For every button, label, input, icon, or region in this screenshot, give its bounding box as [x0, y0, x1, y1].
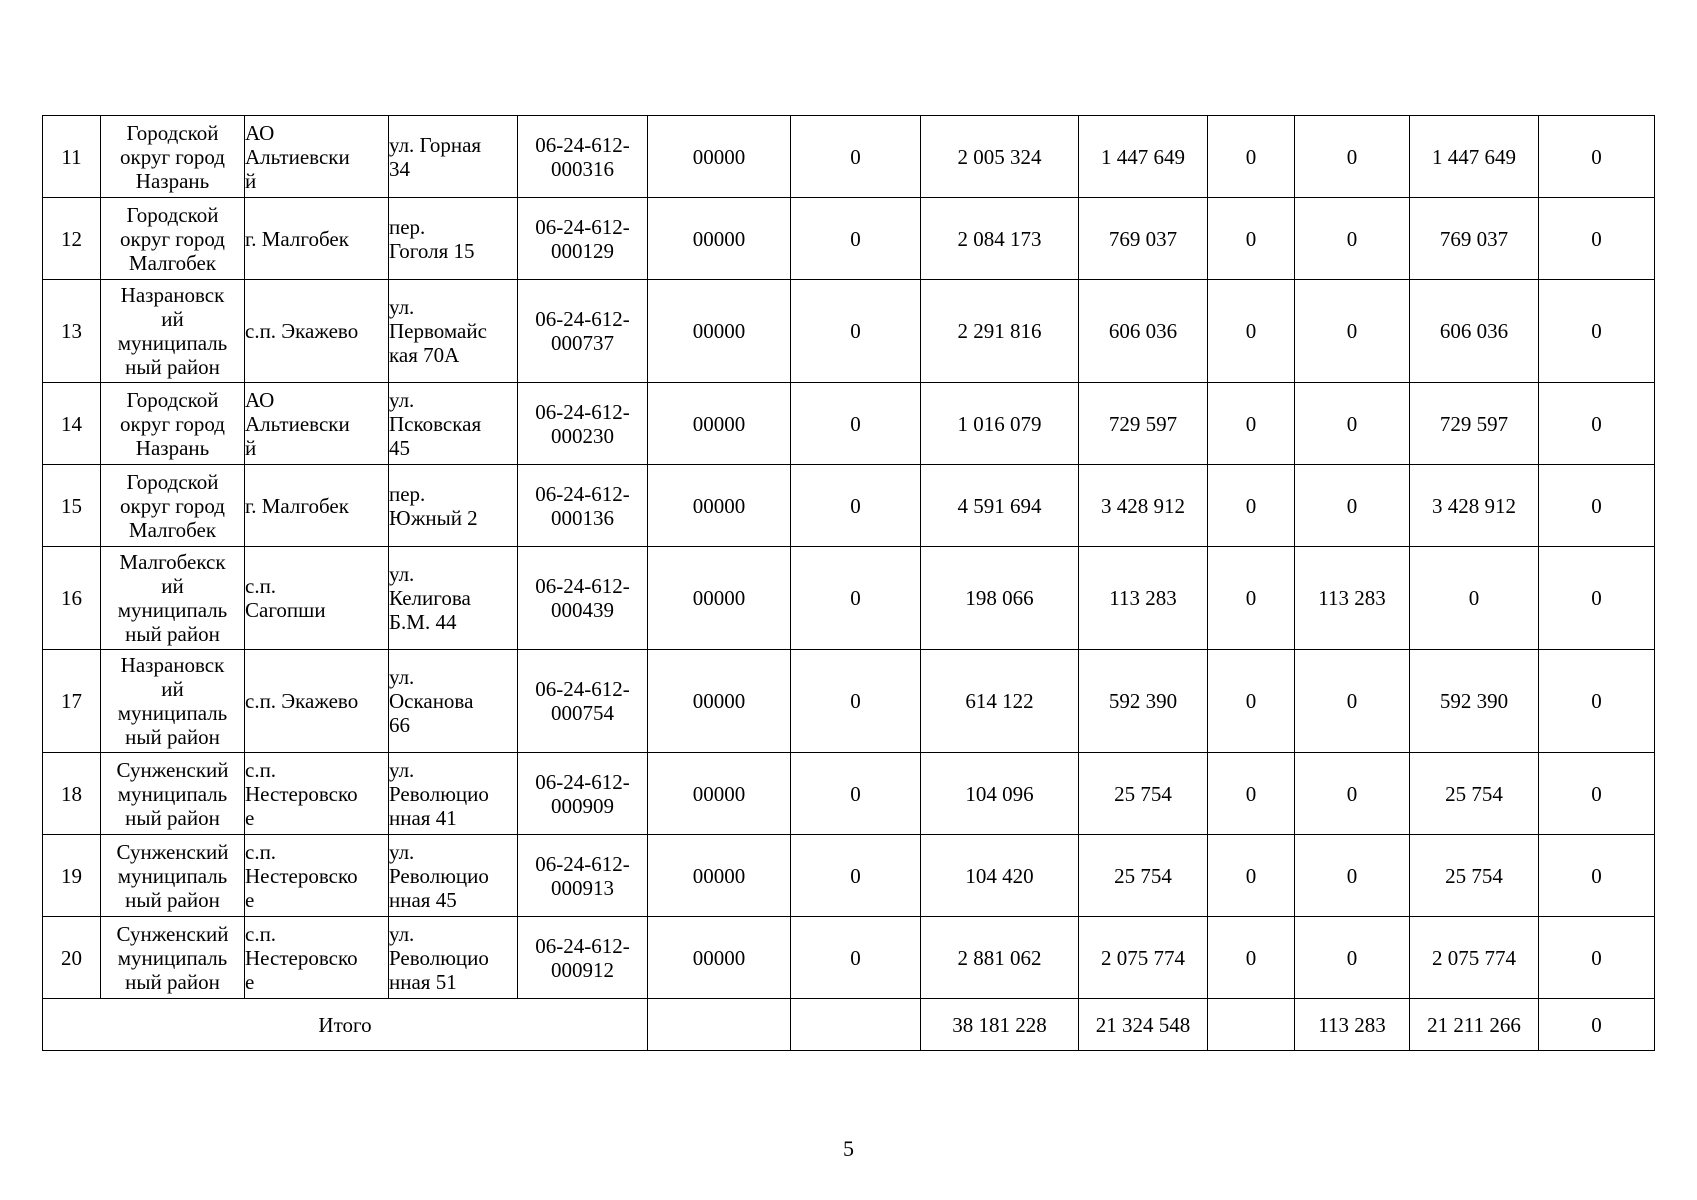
- settlement-name: АО Альтиевски й: [245, 387, 350, 460]
- value-col-8-cell: [921, 383, 1079, 465]
- value-col-12-cell: [1410, 383, 1539, 465]
- total-c8: 38 181 228: [952, 1012, 1047, 1037]
- value-col-11-cell: [1295, 465, 1410, 547]
- value-col-9-cell: [1079, 753, 1208, 835]
- value-col-9: 3 428 912: [1101, 493, 1185, 518]
- value-col-10-cell: [1208, 835, 1295, 917]
- object-code: 06-24-612- 000439: [535, 574, 630, 622]
- total-label: Итого: [318, 1012, 372, 1037]
- value-col-6-cell: [648, 280, 791, 383]
- table-row: [43, 465, 1655, 547]
- value-col-13: 0: [1591, 411, 1602, 436]
- value-col-10: 0: [1245, 319, 1257, 343]
- value-col-6: 00000: [692, 689, 746, 713]
- district-name: Назрановск ий муниципаль ный район: [117, 653, 228, 749]
- row-number: 16: [61, 586, 82, 610]
- value-col-12-cell: [1410, 753, 1539, 835]
- value-col-11-cell: [1295, 383, 1410, 465]
- object-code: 06-24-612- 000316: [535, 132, 630, 181]
- value-col-10-cell: [1208, 198, 1295, 280]
- value-col-7-cell: [791, 650, 921, 753]
- address-cell: [389, 835, 518, 917]
- value-col-10-cell: [1208, 116, 1295, 198]
- district-name: Назрановск ий муниципаль ный район: [117, 283, 228, 379]
- value-col-13-cell: [1539, 116, 1655, 198]
- address-cell: [389, 650, 518, 753]
- value-col-13: 0: [1591, 226, 1602, 251]
- value-col-12: 769 037: [1439, 226, 1509, 251]
- value-col-8-cell: [921, 116, 1079, 198]
- value-col-6-cell: [648, 198, 791, 280]
- data-table: [42, 115, 1655, 1051]
- row-number-cell: [43, 116, 101, 198]
- table-row: [43, 835, 1655, 917]
- row-number-cell: [43, 383, 101, 465]
- value-col-9-cell: [1079, 547, 1208, 650]
- value-col-13: 0: [1591, 689, 1602, 713]
- row-number-cell: [43, 465, 101, 547]
- value-col-9: 606 036: [1108, 319, 1178, 343]
- object-code: 06-24-612- 000136: [535, 481, 630, 530]
- value-col-8: 2 005 324: [957, 144, 1042, 169]
- value-col-12-cell: [1410, 835, 1539, 917]
- value-col-11-cell: [1295, 280, 1410, 383]
- value-col-9-cell: [1079, 917, 1208, 999]
- value-col-13-cell: [1539, 650, 1655, 753]
- value-col-8-cell: [921, 835, 1079, 917]
- object-code-cell: [518, 116, 648, 198]
- value-col-10-cell: [1208, 917, 1295, 999]
- value-col-11: 0: [1346, 226, 1358, 251]
- district-name-cell: [101, 753, 245, 835]
- value-col-6: 00000: [692, 144, 746, 169]
- object-code-cell: [518, 547, 648, 650]
- settlement-name: с.п. Экажево: [245, 319, 359, 343]
- address-cell: [389, 383, 518, 465]
- table-row: [43, 650, 1655, 753]
- value-col-9-cell: [1079, 280, 1208, 383]
- table-row: [43, 280, 1655, 383]
- value-col-10: 0: [1245, 863, 1257, 888]
- total-c13-cell: [1539, 999, 1655, 1051]
- value-col-7: 0: [850, 493, 861, 518]
- value-col-7: 0: [850, 945, 861, 970]
- row-number: 14: [61, 411, 82, 436]
- settlement-name-cell: [245, 753, 389, 835]
- address: ул. Осканова 66: [389, 665, 474, 737]
- value-col-11-cell: [1295, 198, 1410, 280]
- value-col-13: 0: [1591, 945, 1602, 970]
- value-col-10: 0: [1245, 493, 1257, 518]
- settlement-name: с.п. Нестеровско е: [245, 757, 358, 830]
- district-name: Городской округ город Назрань: [120, 120, 225, 193]
- total-c11-cell: [1295, 999, 1410, 1051]
- value-col-6-cell: [648, 753, 791, 835]
- value-col-13: 0: [1591, 863, 1602, 888]
- value-col-6-cell: [648, 650, 791, 753]
- value-col-8: 614 122: [965, 689, 1034, 713]
- value-col-9: 25 754: [1114, 781, 1172, 806]
- settlement-name: АО Альтиевски й: [245, 120, 350, 193]
- value-col-6-cell: [648, 465, 791, 547]
- value-col-8: 2 084 173: [957, 226, 1042, 251]
- value-col-6-cell: [648, 116, 791, 198]
- value-col-13-cell: [1539, 753, 1655, 835]
- value-col-10-cell: [1208, 465, 1295, 547]
- total-row: [43, 999, 1655, 1051]
- settlement-name-cell: [245, 383, 389, 465]
- value-col-10: 0: [1245, 144, 1257, 169]
- value-col-12-cell: [1410, 465, 1539, 547]
- value-col-9: 729 597: [1108, 411, 1178, 436]
- row-number-cell: [43, 547, 101, 650]
- value-col-13-cell: [1539, 547, 1655, 650]
- total-c6-cell: [648, 999, 791, 1051]
- total-c12-cell: [1410, 999, 1539, 1051]
- value-col-12: 606 036: [1439, 319, 1509, 343]
- total-c7-cell: [791, 999, 921, 1051]
- district-name: Сунженский муниципаль ный район: [116, 757, 229, 830]
- value-col-10: 0: [1245, 226, 1257, 251]
- value-col-12: 2 075 774: [1432, 945, 1516, 970]
- object-code-cell: [518, 917, 648, 999]
- value-col-6: 00000: [692, 863, 746, 888]
- row-number: 18: [61, 781, 82, 806]
- value-col-8-cell: [921, 280, 1079, 383]
- row-number-cell: [43, 198, 101, 280]
- object-code: 06-24-612- 000909: [535, 769, 630, 818]
- value-col-7-cell: [791, 198, 921, 280]
- value-col-11: 0: [1346, 411, 1358, 436]
- row-number: 19: [61, 863, 82, 888]
- address-cell: [389, 116, 518, 198]
- object-code: 06-24-612- 000737: [535, 307, 630, 355]
- value-col-13: 0: [1591, 781, 1602, 806]
- table-body: [43, 116, 1655, 1051]
- address-cell: [389, 917, 518, 999]
- value-col-12: 592 390: [1439, 689, 1509, 713]
- value-col-6-cell: [648, 917, 791, 999]
- value-col-13-cell: [1539, 198, 1655, 280]
- settlement-name-cell: [245, 547, 389, 650]
- value-col-8-cell: [921, 465, 1079, 547]
- total-c10-cell: [1208, 999, 1295, 1051]
- object-code: 06-24-612- 000129: [535, 214, 630, 263]
- table-row: [43, 383, 1655, 465]
- value-col-12: 729 597: [1439, 411, 1509, 436]
- address: ул. Революцио нная 41: [389, 757, 489, 830]
- value-col-9-cell: [1079, 465, 1208, 547]
- value-col-12-cell: [1410, 650, 1539, 753]
- address-cell: [389, 465, 518, 547]
- value-col-7-cell: [791, 917, 921, 999]
- row-number-cell: [43, 753, 101, 835]
- value-col-8: 1 016 079: [957, 411, 1042, 436]
- value-col-10-cell: [1208, 547, 1295, 650]
- object-code: 06-24-612- 000912: [535, 933, 630, 982]
- object-code-cell: [518, 835, 648, 917]
- row-number: 11: [61, 144, 82, 169]
- district-name-cell: [101, 280, 245, 383]
- value-col-12-cell: [1410, 280, 1539, 383]
- value-col-11-cell: [1295, 650, 1410, 753]
- district-name-cell: [101, 465, 245, 547]
- object-code-cell: [518, 465, 648, 547]
- value-col-8: 104 096: [965, 781, 1034, 806]
- district-name-cell: [101, 917, 245, 999]
- address-cell: [389, 753, 518, 835]
- value-col-9-cell: [1079, 198, 1208, 280]
- address: пер. Гоголя 15: [389, 214, 475, 263]
- object-code: 06-24-612- 000754: [535, 677, 630, 725]
- object-code-cell: [518, 280, 648, 383]
- address: ул. Горная 34: [389, 132, 482, 181]
- district-name-cell: [101, 835, 245, 917]
- value-col-12: 1 447 649: [1432, 144, 1516, 169]
- district-name-cell: [101, 547, 245, 650]
- value-col-8-cell: [921, 753, 1079, 835]
- value-col-6: 00000: [692, 226, 746, 251]
- address-cell: [389, 198, 518, 280]
- total-c9-cell: [1079, 999, 1208, 1051]
- value-col-11: 0: [1346, 493, 1358, 518]
- value-col-10: 0: [1245, 586, 1257, 610]
- value-col-12-cell: [1410, 917, 1539, 999]
- value-col-7: 0: [850, 689, 861, 713]
- value-col-9: 592 390: [1108, 689, 1178, 713]
- value-col-6: 00000: [692, 945, 746, 970]
- value-col-13-cell: [1539, 280, 1655, 383]
- row-number: 17: [61, 689, 82, 713]
- value-col-8: 2 291 816: [957, 319, 1042, 343]
- address-cell: [389, 280, 518, 383]
- value-col-8-cell: [921, 198, 1079, 280]
- value-col-9-cell: [1079, 116, 1208, 198]
- value-col-12: 3 428 912: [1432, 493, 1516, 518]
- value-col-12: 25 754: [1445, 863, 1503, 888]
- settlement-name-cell: [245, 198, 389, 280]
- value-col-9: 113 283: [1109, 586, 1177, 610]
- value-col-6-cell: [648, 835, 791, 917]
- value-col-7: 0: [850, 781, 861, 806]
- address: ул. Революцио нная 51: [389, 921, 489, 994]
- row-number: 20: [61, 945, 82, 970]
- value-col-11-cell: [1295, 917, 1410, 999]
- address: пер. Южный 2: [389, 481, 478, 530]
- page-number: 5: [843, 1136, 854, 1161]
- total-c8-cell: [921, 999, 1079, 1051]
- value-col-9-cell: [1079, 650, 1208, 753]
- value-col-13-cell: [1539, 465, 1655, 547]
- total-c11: 113 283: [1318, 1012, 1386, 1037]
- value-col-12-cell: [1410, 198, 1539, 280]
- settlement-name: с.п. Нестеровско е: [245, 839, 358, 912]
- district-name-cell: [101, 198, 245, 280]
- value-col-13-cell: [1539, 835, 1655, 917]
- value-col-11: 0: [1346, 945, 1358, 970]
- object-code: 06-24-612- 000913: [535, 851, 630, 900]
- address-cell: [389, 547, 518, 650]
- object-code-cell: [518, 383, 648, 465]
- value-col-8: 2 881 062: [957, 945, 1042, 970]
- district-name-cell: [101, 116, 245, 198]
- total-c13: 0: [1591, 1012, 1602, 1037]
- value-col-8: 4 591 694: [957, 493, 1042, 518]
- table-row: [43, 917, 1655, 999]
- district-name: Городской округ город Малгобек: [120, 202, 225, 275]
- value-col-11: 0: [1346, 863, 1358, 888]
- value-col-7: 0: [850, 319, 861, 343]
- row-number-cell: [43, 650, 101, 753]
- row-number-cell: [43, 280, 101, 383]
- district-name: Малгобекск ий муниципаль ный район: [117, 550, 228, 646]
- value-col-11-cell: [1295, 116, 1410, 198]
- value-col-13-cell: [1539, 917, 1655, 999]
- settlement-name: г. Малгобек: [245, 493, 349, 518]
- value-col-8-cell: [921, 547, 1079, 650]
- value-col-10-cell: [1208, 753, 1295, 835]
- value-col-10: 0: [1245, 689, 1257, 713]
- row-number-cell: [43, 917, 101, 999]
- value-col-7: 0: [850, 863, 861, 888]
- value-col-6: 00000: [692, 319, 746, 343]
- value-col-11: 0: [1346, 144, 1358, 169]
- table-row: [43, 198, 1655, 280]
- value-col-10: 0: [1245, 945, 1257, 970]
- value-col-11: 0: [1346, 689, 1358, 713]
- row-number: 15: [61, 493, 82, 518]
- row-number: 12: [61, 226, 82, 251]
- value-col-13: 0: [1591, 319, 1602, 343]
- value-col-7-cell: [791, 116, 921, 198]
- value-col-7-cell: [791, 547, 921, 650]
- value-col-6-cell: [648, 547, 791, 650]
- row-number: 13: [61, 319, 82, 343]
- table-row: [43, 753, 1655, 835]
- value-col-12-cell: [1410, 547, 1539, 650]
- value-col-6: 00000: [692, 411, 746, 436]
- value-col-9: 25 754: [1114, 863, 1172, 888]
- value-col-10-cell: [1208, 280, 1295, 383]
- value-col-11: 113 283: [1318, 586, 1386, 610]
- value-col-8-cell: [921, 917, 1079, 999]
- settlement-name-cell: [245, 465, 389, 547]
- value-col-8: 104 420: [965, 863, 1034, 888]
- value-col-10-cell: [1208, 383, 1295, 465]
- value-col-9-cell: [1079, 835, 1208, 917]
- address: ул. Революцио нная 45: [389, 839, 489, 912]
- value-col-7: 0: [850, 586, 861, 610]
- value-col-11: 0: [1346, 319, 1358, 343]
- value-col-11: 0: [1346, 781, 1358, 806]
- value-col-7: 0: [850, 411, 861, 436]
- value-col-10: 0: [1245, 411, 1257, 436]
- settlement-name-cell: [245, 650, 389, 753]
- district-name: Городской округ город Назрань: [120, 387, 225, 460]
- settlement-name-cell: [245, 917, 389, 999]
- value-col-7-cell: [791, 835, 921, 917]
- value-col-6: 00000: [692, 493, 746, 518]
- total-c9: 21 324 548: [1095, 1012, 1191, 1037]
- value-col-11-cell: [1295, 753, 1410, 835]
- value-col-11-cell: [1295, 835, 1410, 917]
- value-col-8: 198 066: [965, 586, 1034, 610]
- address: ул. Первомайс кая 70А: [389, 295, 487, 367]
- value-col-13: 0: [1591, 144, 1602, 169]
- settlement-name: с.п. Экажево: [245, 689, 359, 713]
- settlement-name-cell: [245, 280, 389, 383]
- object-code-cell: [518, 753, 648, 835]
- value-col-7-cell: [791, 465, 921, 547]
- district-name: Сунженский муниципаль ный район: [116, 839, 229, 912]
- district-name-cell: [101, 383, 245, 465]
- address: ул. Келигова Б.М. 44: [389, 562, 471, 634]
- total-c12: 21 211 266: [1427, 1012, 1521, 1037]
- value-col-10: 0: [1245, 781, 1257, 806]
- value-col-9: 1 447 649: [1101, 144, 1185, 169]
- value-col-9-cell: [1079, 383, 1208, 465]
- settlement-name-cell: [245, 116, 389, 198]
- value-col-7-cell: [791, 280, 921, 383]
- district-name: Городской округ город Малгобек: [120, 469, 225, 542]
- value-col-11-cell: [1295, 547, 1410, 650]
- value-col-7: 0: [850, 226, 861, 251]
- value-col-13: 0: [1591, 493, 1602, 518]
- address: ул. Псковская 45: [389, 387, 482, 460]
- value-col-9: 769 037: [1108, 226, 1178, 251]
- value-col-12: 0: [1468, 586, 1480, 610]
- value-col-7: 0: [850, 144, 861, 169]
- object-code-cell: [518, 198, 648, 280]
- value-col-12: 25 754: [1445, 781, 1503, 806]
- value-col-7-cell: [791, 383, 921, 465]
- value-col-6-cell: [648, 383, 791, 465]
- value-col-6: 00000: [692, 781, 746, 806]
- object-code: 06-24-612- 000230: [535, 399, 630, 448]
- settlement-name: с.п. Нестеровско е: [245, 921, 358, 994]
- district-name-cell: [101, 650, 245, 753]
- total-label-cell: [43, 999, 648, 1051]
- row-number-cell: [43, 835, 101, 917]
- district-name: Сунженский муниципаль ный район: [116, 921, 229, 994]
- value-col-8-cell: [921, 650, 1079, 753]
- settlement-name: г. Малгобек: [245, 226, 349, 251]
- object-code-cell: [518, 650, 648, 753]
- value-col-6: 00000: [692, 586, 746, 610]
- table-row: [43, 547, 1655, 650]
- value-col-7-cell: [791, 753, 921, 835]
- value-col-9: 2 075 774: [1101, 945, 1185, 970]
- settlement-name-cell: [245, 835, 389, 917]
- settlement-name: с.п. Сагопши: [245, 574, 326, 622]
- value-col-10-cell: [1208, 650, 1295, 753]
- value-col-13-cell: [1539, 383, 1655, 465]
- table-row: [43, 116, 1655, 198]
- value-col-13: 0: [1591, 586, 1602, 610]
- value-col-12-cell: [1410, 116, 1539, 198]
